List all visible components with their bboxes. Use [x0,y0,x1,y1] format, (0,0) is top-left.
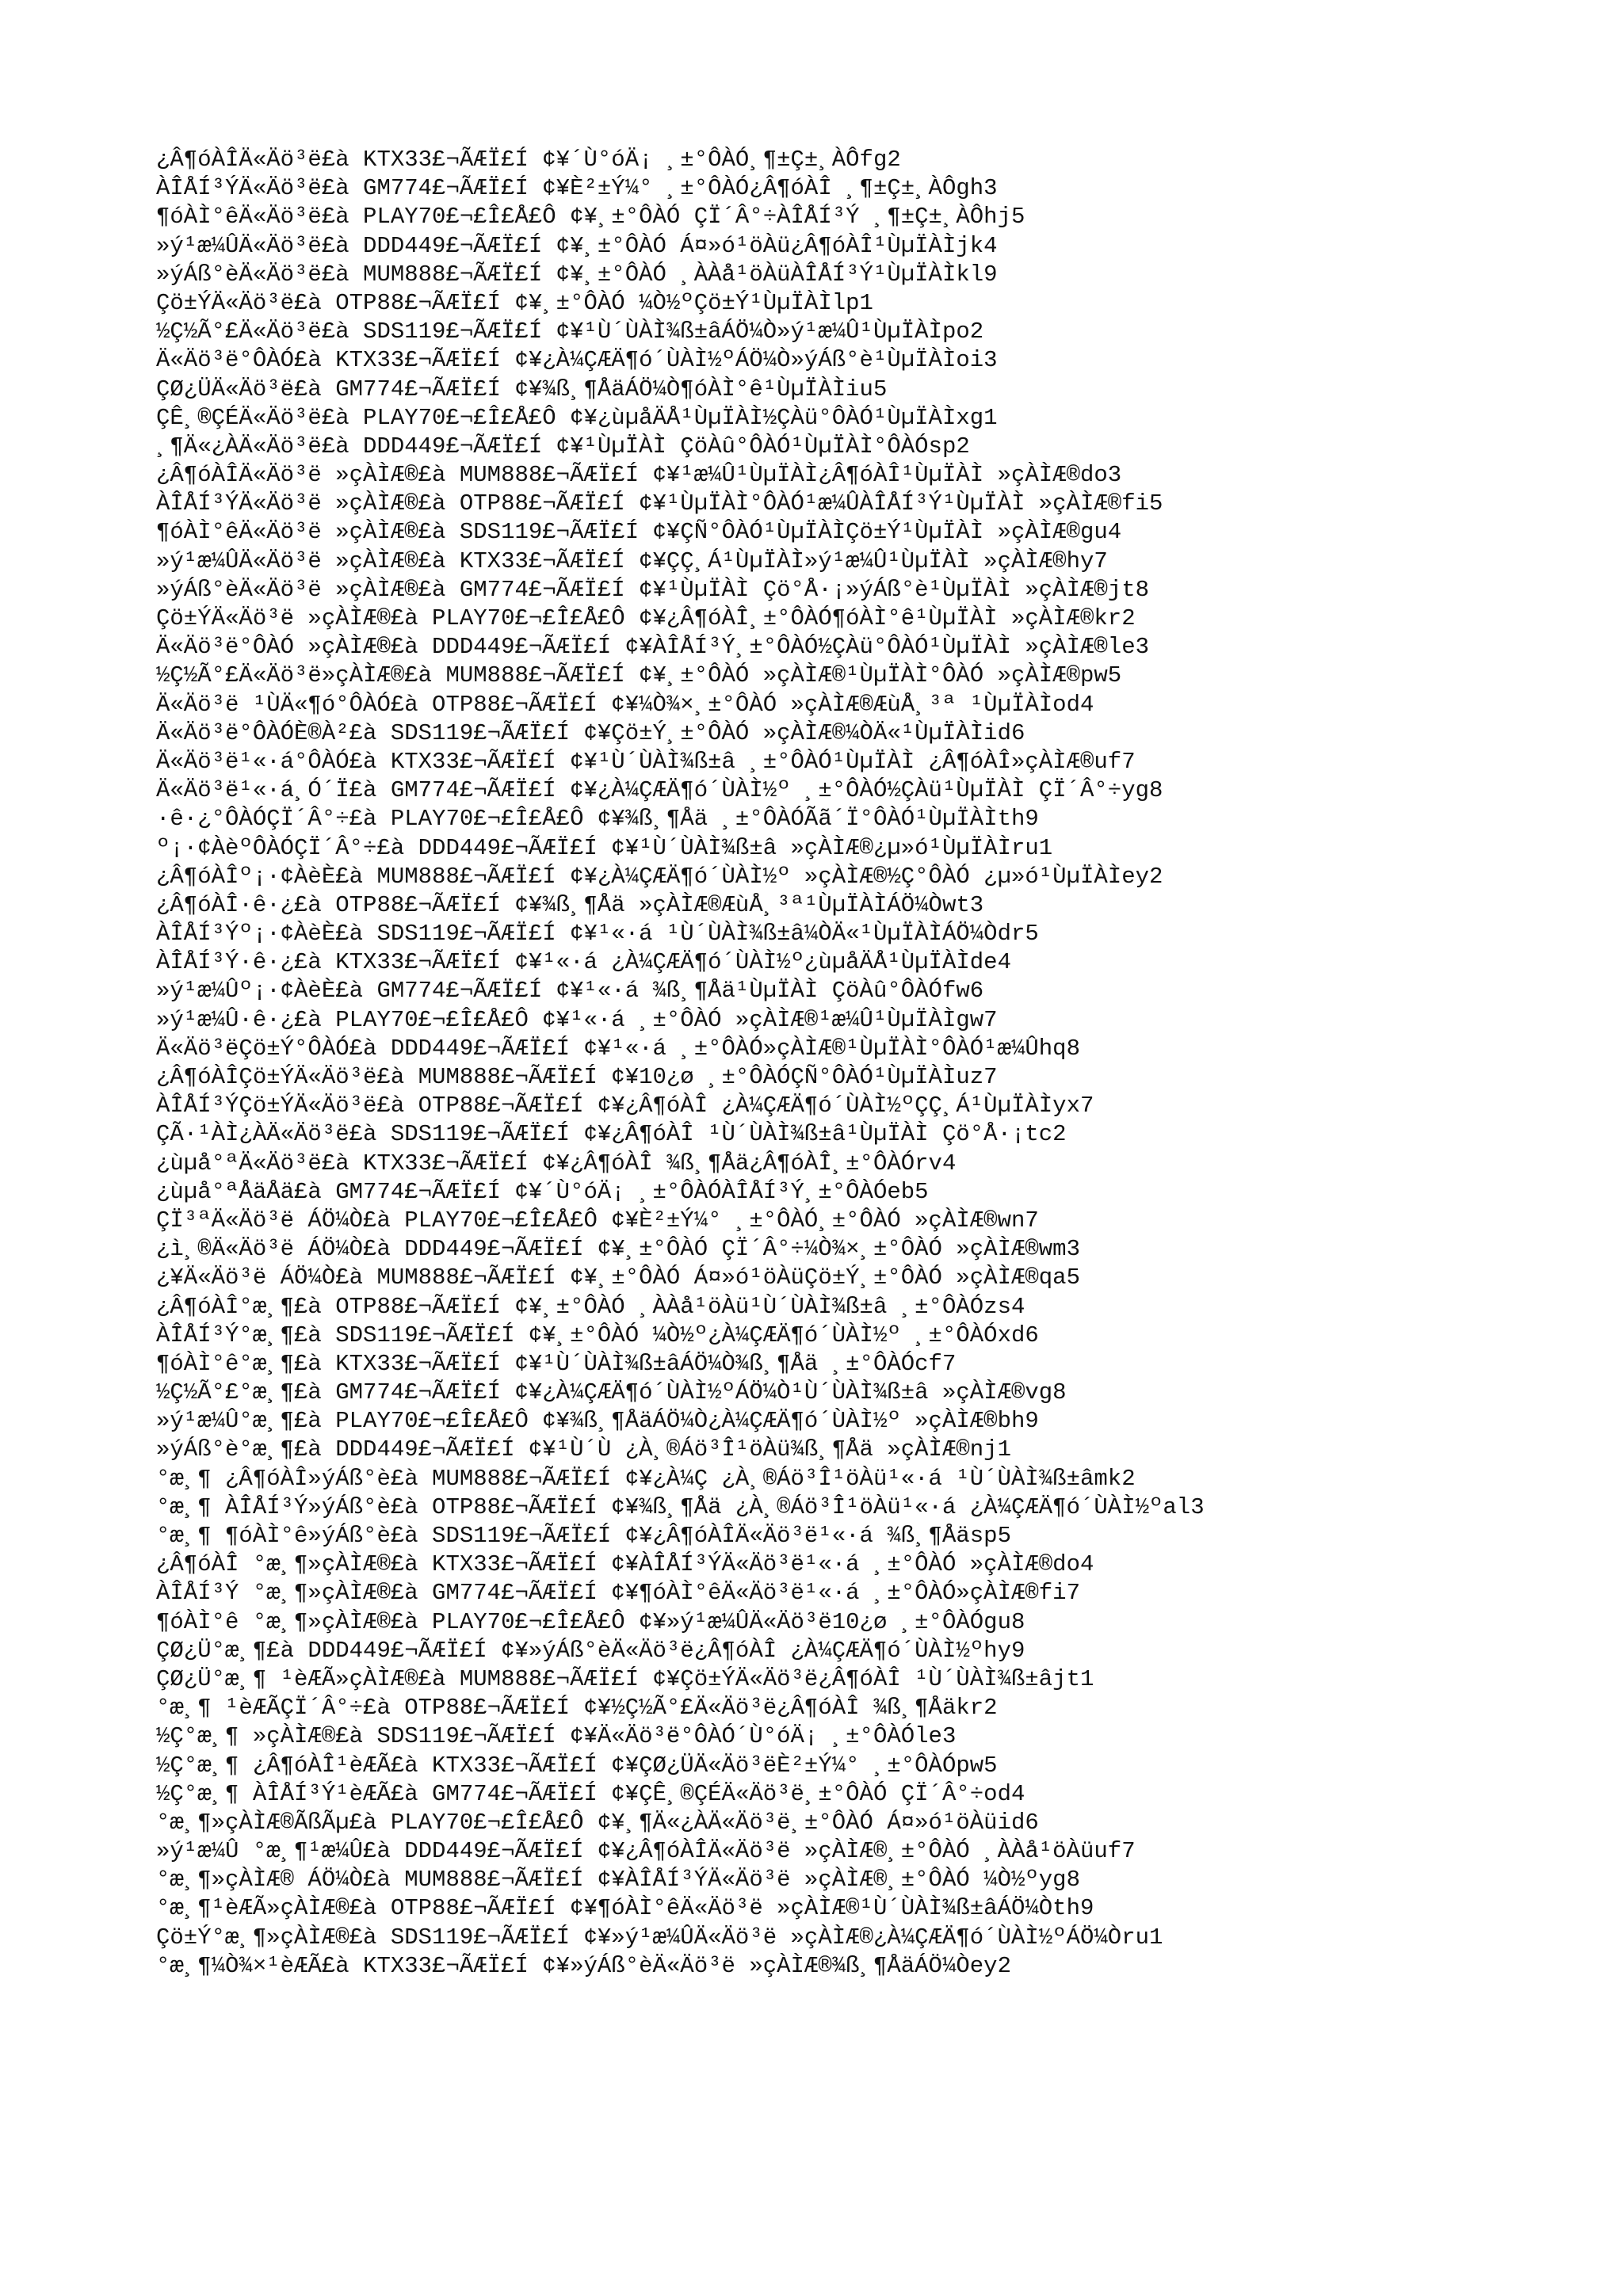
text-line: ¸¶Ä«¿ÀÄ«Äö³ë£à DDD449£¬ÃÆÏ£Í ¢¥¹ÙµÏÀÌ ÇöÀû°ÔÀÓ¹ÙµÏÀÌ°ÔÀÓsp2 [156,433,970,460]
text-line: ¿Â¶óÀÎ °æ¸¶»çÀÌÆ®£à KTX33£¬ÃÆÏ£Í ¢¥ÀÎÅÍ³ÝÄ«Äö³ë¹«·á ¸±°ÔÀÓ »çÀÌÆ®do4 [156,1551,1094,1578]
text-line: ½Ç½Ã°£°æ¸¶£à GM774£¬ÃÆÏ£Í ¢¥¿À¼ÇÆÄ¶ó´ÙÀÌ½ºÁÖ¼Ò¹Ù´ÙÀÌ¾ß±â »çÀÌÆ®vg8 [156,1379,1067,1406]
text-line: »ýÁß°è°æ¸¶£à DDD449£¬ÃÆÏ£Í ¢¥¹Ù´Ù ¿À¸®Áö³Î¹öÀü¾ß¸¶Åä »çÀÌÆ®nj1 [156,1436,1011,1463]
text-line: ÇÊ¸®ÇÉÄ«Äö³ë£à PLAY70£¬£Î£Å£Ô ¢¥¿ùµåÄÅ¹ÙµÏÀÌ½ÇÀü°ÔÀÓ¹ÙµÏÀÌxg1 [156,404,998,431]
text-line: ÇØ¿ÜÄ«Äö³ë£à GM774£¬ÃÆÏ£Í ¢¥¾ß¸¶ÅäÁÖ¼Ò¶óÀÌ°ê¹ÙµÏÀÌiu5 [156,376,888,402]
text-line: ¶óÀÌ°ê °æ¸¶»çÀÌÆ®£à PLAY70£¬£Î£Å£Ô ¢¥»ý¹æ¼ÛÄ«Äö³ë10¿ø ¸±°ÔÀÓgu8 [156,1608,1025,1635]
text-line: »ý¹æ¼ÛÄ«Äö³ë£à DDD449£¬ÃÆÏ£Í ¢¥¸±°ÔÀÓ Á¤»ó¹öÀü¿Â¶óÀÎ¹ÙµÏÀÌjk4 [156,232,998,259]
text-line: ¶óÀÌ°ê°æ¸¶£à KTX33£¬ÃÆÏ£Í ¢¥¹Ù´ÙÀÌ¾ß±âÁÖ¼Ò¾ß¸¶Åä ¸±°ÔÀÓcf7 [156,1350,957,1377]
text-line: Ä«Äö³ë ¹ÙÄ«¶ó°ÔÀÓ£à OTP88£¬ÃÆÏ£Í ¢¥¼Ò¾×¸±°ÔÀÓ »çÀÌÆ®ÆùÅ¸³ª ¹ÙµÏÀÌod4 [156,691,1094,718]
text-line: ¿ì¸®Ä«Äö³ë ÁÖ¼Ò£à DDD449£¬ÃÆÏ£Í ¢¥¸±°ÔÀÓ ÇÏ´Â°÷¼Ò¾×¸±°ÔÀÓ »çÀÌÆ®wm3 [156,1236,1080,1263]
text-line: »ý¹æ¼Û°æ¸¶£à PLAY70£¬£Î£Å£Ô ¢¥¾ß¸¶ÅäÁÖ¼Ò¿À¼ÇÆÄ¶ó´ÙÀÌ½º »çÀÌÆ®bh9 [156,1408,1039,1435]
text-line: ¶óÀÌ°êÄ«Äö³ë£à PLAY70£¬£Î£Å£Ô ¢¥¸±°ÔÀÓ ÇÏ´Â°÷ÀÎÅÍ³Ý ¸¶±Ç±¸ÀÔhj5 [156,204,1025,231]
text-line: ¿Â¶óÀÎº¡·¢ÀèÈ£à MUM888£¬ÃÆÏ£Í ¢¥¿À¼ÇÆÄ¶ó´ÙÀÌ½º »çÀÌÆ®½Ç°ÔÀÓ ¿µ»ó¹ÙµÏÀÌey2 [156,863,1163,890]
text-line: ÀÎÅÍ³Ý·ê·¿£à KTX33£¬ÃÆÏ£Í ¢¥¹«·á ¿À¼ÇÆÄ¶ó´ÙÀÌ½º¿ùµåÄÅ¹ÙµÏÀÌde4 [156,949,1011,976]
text-line: º¡·¢ÀèºÔÀÓÇÏ´Â°÷£à DDD449£¬ÃÆÏ£Í ¢¥¹Ù´ÙÀÌ¾ß±â »çÀÌÆ®¿µ»ó¹ÙµÏÀÌru1 [156,834,1053,861]
text-line: °æ¸¶ ¶óÀÌ°ê»ýÁß°è£à SDS119£¬ÃÆÏ£Í ¢¥¿Â¶óÀÎÄ«Äö³ë¹«·á ¾ß¸¶Åäsp5 [156,1523,1011,1549]
text-line: ÇØ¿Ü°æ¸¶£à DDD449£¬ÃÆÏ£Í ¢¥»ýÁß°èÄ«Äö³ë¿Â¶óÀÎ ¿À¼ÇÆÄ¶ó´ÙÀÌ½ºhy9 [156,1637,1025,1664]
text-line: ¿ùµå°ªÅäÅä£à GM774£¬ÃÆÏ£Í ¢¥´Ù°óÄ¡ ¸±°ÔÀÓÀÎÅÍ³Ý¸±°ÔÀÓeb5 [156,1178,929,1205]
text-line: ÀÎÅÍ³ÝÇö±ÝÄ«Äö³ë£à OTP88£¬ÃÆÏ£Í ¢¥¿Â¶óÀÎ ¿À¼ÇÆÄ¶ó´ÙÀÌ½ºÇÇ¸Á¹ÙµÏÀÌyx7 [156,1093,1094,1119]
text-line: Ä«Äö³ëÇö±Ý°ÔÀÓ£à DDD449£¬ÃÆÏ£Í ¢¥¹«·á ¸±°ÔÀÓ»çÀÌÆ®¹ÙµÏÀÌ°ÔÀÓ¹æ¼Ûhq8 [156,1035,1080,1062]
text-line: ¶óÀÌ°êÄ«Äö³ë »çÀÌÆ®£à SDS119£¬ÃÆÏ£Í ¢¥ÇÑ°ÔÀÓ¹ÙµÏÀÌÇö±Ý¹ÙµÏÀÌ »çÀÌÆ®gu4 [156,519,1122,546]
text-line: ÀÎÅÍ³ÝÄ«Äö³ë »çÀÌÆ®£à OTP88£¬ÃÆÏ£Í ¢¥¹ÙµÏÀÌ°ÔÀÓ¹æ¼ÛÀÎÅÍ³Ý¹ÙµÏÀÌ »çÀÌÆ®fi5 [156,490,1163,517]
text-line: °æ¸¶»çÀÌÆ®ÃßÃµ£à PLAY70£¬£Î£Å£Ô ¢¥¸¶Ä«¿ÀÄ«Äö³ë¸±°ÔÀÓ Á¤»ó¹öÀüid6 [156,1809,1039,1836]
text-line: ½Ç°æ¸¶ »çÀÌÆ®£à SDS119£¬ÃÆÏ£Í ¢¥Ä«Äö³ë°ÔÀÓ´Ù°óÄ¡ ¸±°ÔÀÓle3 [156,1723,957,1750]
text-line: ¿¥Ä«Äö³ë ÁÖ¼Ò£à MUM888£¬ÃÆÏ£Í ¢¥¸±°ÔÀÓ Á¤»ó¹öÀüÇö±Ý¸±°ÔÀÓ »çÀÌÆ®qa5 [156,1264,1080,1291]
text-line: ¿Â¶óÀÎÇö±ÝÄ«Äö³ë£à MUM888£¬ÃÆÏ£Í ¢¥10¿ø ¸±°ÔÀÓÇÑ°ÔÀÓ¹ÙµÏÀÌuz7 [156,1064,998,1090]
text-line: »ýÁß°èÄ«Äö³ë »çÀÌÆ®£à GM774£¬ÃÆÏ£Í ¢¥¹ÙµÏÀÌ Çö°Å·¡»ýÁß°è¹ÙµÏÀÌ »çÀÌÆ®jt8 [156,576,1150,603]
text-line: Çö±ÝÄ«Äö³ë »çÀÌÆ®£à PLAY70£¬£Î£Å£Ô ¢¥¿Â¶óÀÎ¸±°ÔÀÓ¶óÀÌ°ê¹ÙµÏÀÌ »çÀÌÆ®kr2 [156,605,1136,631]
text-line: ·ê·¿°ÔÀÓÇÏ´Â°÷£à PLAY70£¬£Î£Å£Ô ¢¥¾ß¸¶Åä ¸±°ÔÀÓÃã´Ï°ÔÀÓ¹ÙµÏÀÌth9 [156,806,1039,833]
text-line: »ý¹æ¼ÛÄ«Äö³ë »çÀÌÆ®£à KTX33£¬ÃÆÏ£Í ¢¥ÇÇ¸Á¹ÙµÏÀÌ»ý¹æ¼Û¹ÙµÏÀÌ »çÀÌÆ®hy7 [156,547,1108,574]
text-line: ¿Â¶óÀÎÄ«Äö³ë »çÀÌÆ®£à MUM888£¬ÃÆÏ£Í ¢¥¹æ¼Û¹ÙµÏÀÌ¿Â¶óÀÎ¹ÙµÏÀÌ »çÀÌÆ®do3 [156,462,1122,489]
text-line: ÀÎÅÍ³ÝÄ«Äö³ë£à GM774£¬ÃÆÏ£Í ¢¥È²±Ý¼° ¸±°ÔÀÓ¿Â¶óÀÎ ¸¶±Ç±¸ÀÔgh3 [156,175,998,202]
text-line: ½Ç½Ã°£Ä«Äö³ë»çÀÌÆ®£à MUM888£¬ÃÆÏ£Í ¢¥¸±°ÔÀÓ »çÀÌÆ®¹ÙµÏÀÌ°ÔÀÓ »çÀÌÆ®pw5 [156,662,1122,689]
text-line: Çö±Ý°æ¸¶»çÀÌÆ®£à SDS119£¬ÃÆÏ£Í ¢¥»ý¹æ¼ÛÄ«Äö³ë »çÀÌÆ®¿À¼ÇÆÄ¶ó´ÙÀÌ½ºÁÖ¼Òru1 [156,1924,1163,1951]
text-line: ¿ùµå°ªÄ«Äö³ë£à KTX33£¬ÃÆÏ£Í ¢¥¿Â¶óÀÎ ¾ß¸¶Åä¿Â¶óÀÎ¸±°ÔÀÓrv4 [156,1150,957,1177]
text-line: Ä«Äö³ë°ÔÀÓÈ®À²£à SDS119£¬ÃÆÏ£Í ¢¥Çö±Ý¸±°ÔÀÓ »çÀÌÆ®¼ÒÄ«¹ÙµÏÀÌid6 [156,719,1025,746]
text-line: »ý¹æ¼Û °æ¸¶¹æ¼Û£à DDD449£¬ÃÆÏ£Í ¢¥¿Â¶óÀÎÄ«Äö³ë »çÀÌÆ®¸±°ÔÀÓ ¸ÀÀå¹öÀüuf7 [156,1838,1136,1865]
text-line: Ä«Äö³ë¹«·á°ÔÀÓ£à KTX33£¬ÃÆÏ£Í ¢¥¹Ù´ÙÀÌ¾ß±â ¸±°ÔÀÓ¹ÙµÏÀÌ ¿Â¶óÀÎ»çÀÌÆ®uf7 [156,748,1136,775]
text-line: Ä«Äö³ë°ÔÀÓ »çÀÌÆ®£à DDD449£¬ÃÆÏ£Í ¢¥ÀÎÅÍ³Ý¸±°ÔÀÓ½ÇÀü°ÔÀÓ¹ÙµÏÀÌ »çÀÌÆ®le3 [156,634,1150,661]
text-line: ½Ç½Ã°£Ä«Äö³ë£à SDS119£¬ÃÆÏ£Í ¢¥¹Ù´ÙÀÌ¾ß±âÁÖ¼Ò»ý¹æ¼Û¹ÙµÏÀÌpo2 [156,318,984,345]
text-line: ½Ç°æ¸¶ ¿Â¶óÀÎ¹èÆÃ£à KTX33£¬ÃÆÏ£Í ¢¥ÇØ¿ÜÄ«Äö³ëÈ²±Ý¼° ¸±°ÔÀÓpw5 [156,1752,998,1779]
text-line: Ä«Äö³ë¹«·á¸Ó´Ï£à GM774£¬ÃÆÏ£Í ¢¥¿À¼ÇÆÄ¶ó´ÙÀÌ½º ¸±°ÔÀÓ½ÇÀü¹ÙµÏÀÌ ÇÏ´Â°÷yg8 [156,777,1163,804]
text-line: ½Ç°æ¸¶ ÀÎÅÍ³Ý¹èÆÃ£à GM774£¬ÃÆÏ£Í ¢¥ÇÊ¸®ÇÉÄ«Äö³ë¸±°ÔÀÓ ÇÏ´Â°÷od4 [156,1780,1025,1807]
text-line: °æ¸¶ ÀÎÅÍ³Ý»ýÁß°è£à OTP88£¬ÃÆÏ£Í ¢¥¾ß¸¶Åä ¿À¸®Áö³Î¹öÀü¹«·á ¿À¼ÇÆÄ¶ó´ÙÀÌ½ºal3 [156,1493,1205,1520]
text-line: ÀÎÅÍ³Ý °æ¸¶»çÀÌÆ®£à GM774£¬ÃÆÏ£Í ¢¥¶óÀÌ°êÄ«Äö³ë¹«·á ¸±°ÔÀÓ»çÀÌÆ®fi7 [156,1580,1080,1607]
text-line: ÀÎÅÍ³Ýº¡·¢ÀèÈ£à SDS119£¬ÃÆÏ£Í ¢¥¹«·á ¹Ù´ÙÀÌ¾ß±â¼ÒÄ«¹ÙµÏÀÌÁÖ¼Òdr5 [156,921,1039,948]
text-line: ¿Â¶óÀÎ°æ¸¶£à OTP88£¬ÃÆÏ£Í ¢¥¸±°ÔÀÓ ¸ÀÀå¹öÀü¹Ù´ÙÀÌ¾ß±â ¸±°ÔÀÓzs4 [156,1293,1025,1320]
text-line: Çö±ÝÄ«Äö³ë£à OTP88£¬ÃÆÏ£Í ¢¥¸±°ÔÀÓ ¼Ò½ºÇö±Ý¹ÙµÏÀÌlp1 [156,289,873,316]
text-line: Ä«Äö³ë°ÔÀÓ£à KTX33£¬ÃÆÏ£Í ¢¥¿À¼ÇÆÄ¶ó´ÙÀÌ½ºÁÖ¼Ò»ýÁß°è¹ÙµÏÀÌoi3 [156,347,998,374]
text-line: °æ¸¶ ¿Â¶óÀÎ»ýÁß°è£à MUM888£¬ÃÆÏ£Í ¢¥¿À¼Ç ¿À¸®Áö³Î¹öÀü¹«·á ¹Ù´ÙÀÌ¾ß±âmk2 [156,1465,1136,1492]
text-line: °æ¸¶¼Ò¾×¹èÆÃ£à KTX33£¬ÃÆÏ£Í ¢¥»ýÁß°èÄ«Äö³ë »çÀÌÆ®¾ß¸¶ÅäÁÖ¼Òey2 [156,1952,1011,1979]
document-text-block [156,146,1598,1981]
text-line: ¿Â¶óÀÎÄ«Äö³ë£à KTX33£¬ÃÆÏ£Í ¢¥´Ù°óÄ¡ ¸±°ÔÀÓ¸¶±Ç±¸ÀÔfg2 [156,147,901,173]
text-line: °æ¸¶ ¹èÆÃÇÏ´Â°÷£à OTP88£¬ÃÆÏ£Í ¢¥½Ç½Ã°£Ä«Äö³ë¿Â¶óÀÎ ¾ß¸¶Åäkr2 [156,1695,998,1722]
text-line: »ýÁß°èÄ«Äö³ë£à MUM888£¬ÃÆÏ£Í ¢¥¸±°ÔÀÓ ¸ÀÀå¹öÀüÀÎÅÍ³Ý¹ÙµÏÀÌkl9 [156,261,998,288]
text-line: »ý¹æ¼Ûº¡·¢ÀèÈ£à GM774£¬ÃÆÏ£Í ¢¥¹«·á ¾ß¸¶Åä¹ÙµÏÀÌ ÇöÀû°ÔÀÓfw6 [156,978,984,1005]
text-line: ÇØ¿Ü°æ¸¶ ¹èÆÃ»çÀÌÆ®£à MUM888£¬ÃÆÏ£Í ¢¥Çö±ÝÄ«Äö³ë¿Â¶óÀÎ ¹Ù´ÙÀÌ¾ß±âjt1 [156,1665,1094,1692]
text-line: °æ¸¶»çÀÌÆ® ÁÖ¼Ò£à MUM888£¬ÃÆÏ£Í ¢¥ÀÎÅÍ³ÝÄ«Äö³ë »çÀÌÆ®¸±°ÔÀÓ ¼Ò½ºyg8 [156,1867,1080,1894]
text-line: ÇÏ³ªÄ«Äö³ë ÁÖ¼Ò£à PLAY70£¬£Î£Å£Ô ¢¥È²±Ý¼° ¸±°ÔÀÓ¸±°ÔÀÓ »çÀÌÆ®wn7 [156,1207,1039,1234]
text-line: ¿Â¶óÀÎ·ê·¿£à OTP88£¬ÃÆÏ£Í ¢¥¾ß¸¶Åä »çÀÌÆ®ÆùÅ¸³ª¹ÙµÏÀÌÁÖ¼Òwt3 [156,891,984,918]
text-line: ÀÎÅÍ³Ý°æ¸¶£à SDS119£¬ÃÆÏ£Í ¢¥¸±°ÔÀÓ ¼Ò½º¿À¼ÇÆÄ¶ó´ÙÀÌ½º ¸±°ÔÀÓxd6 [156,1322,1039,1348]
text-line: ÇÃ·¹ÀÌ¿ÀÄ«Äö³ë£à SDS119£¬ÃÆÏ£Í ¢¥¿Â¶óÀÎ ¹Ù´ÙÀÌ¾ß±â¹ÙµÏÀÌ Çö°Å·¡tc2 [156,1121,1067,1148]
text-line: »ý¹æ¼Û·ê·¿£à PLAY70£¬£Î£Å£Ô ¢¥¹«·á ¸±°ÔÀÓ »çÀÌÆ®¹æ¼Û¹ÙµÏÀÌgw7 [156,1006,998,1033]
text-line: °æ¸¶¹èÆÃ»çÀÌÆ®£à OTP88£¬ÃÆÏ£Í ¢¥¶óÀÌ°êÄ«Äö³ë »çÀÌÆ®¹Ù´ÙÀÌ¾ß±âÁÖ¼Òth9 [156,1895,1094,1922]
